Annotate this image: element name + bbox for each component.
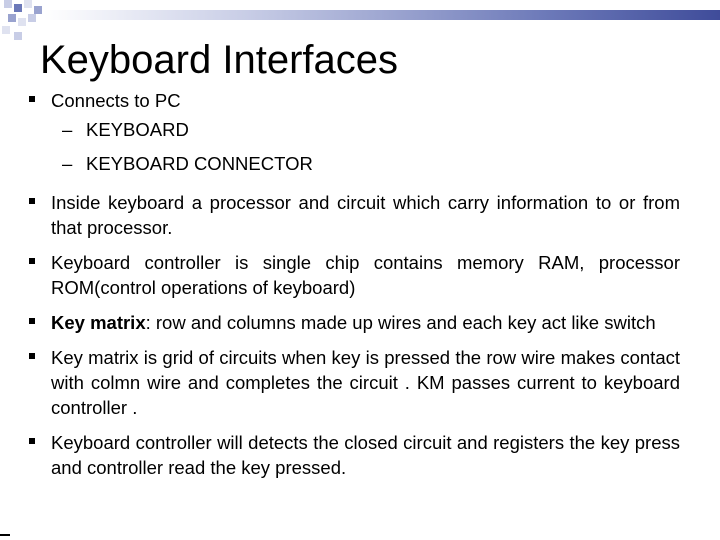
bullet-text: Connects to PC [51, 90, 181, 111]
dash-marker: – [62, 153, 73, 174]
bullet-text: Inside keyboard a processor and circuit which carry information to or from that processor. [51, 192, 680, 238]
slide-title: Keyboard Interfaces [40, 38, 398, 82]
bullet-item [26, 430, 680, 480]
square-bullet-icon [29, 258, 35, 264]
bullet-text: : row and columns made up wires and each key act like switch [145, 312, 656, 333]
bullet-bold-term: Key matrix [51, 312, 146, 333]
bullet-item [26, 250, 680, 300]
bullet-item [26, 88, 680, 113]
bullet-list [26, 88, 680, 490]
square-bullet-icon [29, 318, 35, 324]
sub-bullet-text: KEYBOARD CONNECTOR [86, 153, 313, 174]
bullet-item [26, 190, 680, 240]
bullet-text: Key matrix is grid of circuits when key is pressed the row wire makes contact with colmn wire and completes the circuit . KM passes current to keyboard controller . [51, 347, 680, 418]
square-bullet-icon [29, 198, 35, 204]
bullet-item [26, 345, 680, 420]
square-bullet-icon [29, 353, 35, 359]
footer-mark [0, 534, 10, 536]
dash-marker: – [62, 119, 73, 140]
square-bullet-icon [29, 96, 35, 102]
sub-bullet-item [26, 151, 680, 176]
sub-bullet-text: KEYBOARD [86, 119, 189, 140]
square-bullet-icon [29, 438, 35, 444]
header-band [44, 10, 720, 20]
sub-bullet-item [26, 117, 680, 142]
bullet-text: Keyboard controller will detects the closed circuit and registers the key press and controller read the key pressed. [51, 432, 680, 478]
bullet-item [26, 310, 680, 335]
bullet-text: Keyboard controller is single chip contains memory RAM, processor ROM(control operations of keyboard) [51, 252, 680, 298]
